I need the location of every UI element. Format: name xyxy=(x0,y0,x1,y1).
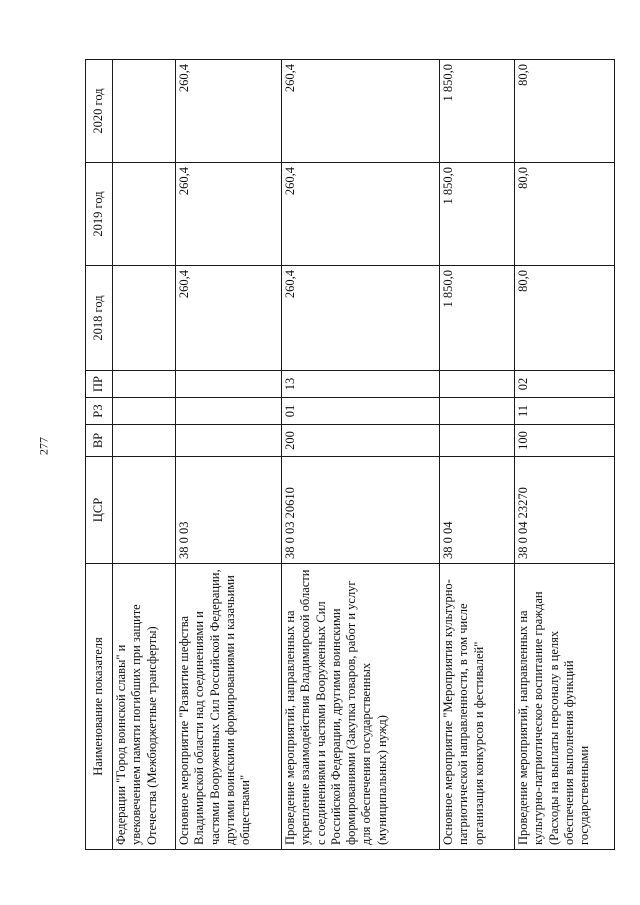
cell-csr: 38 0 04 23270 xyxy=(515,457,615,564)
cell-pr xyxy=(440,371,515,398)
cell-2018: 260,4 xyxy=(176,266,282,371)
cell-name: Проведение мероприятий, направленных на укрепление взаимодействия Владимирской области с соединениями и частями Вооруженных Сил Российской Федерации, другими воинскими формированиями (Закупка товаров, работ и услуг для обеспечения государственных (муниципальных) нужд) xyxy=(282,564,440,850)
header-2019: 2019 год xyxy=(86,163,113,266)
cell-2018: 80,0 xyxy=(515,266,615,371)
cell-name: Основное мероприятие "Мероприятия культурно-патриотической направленности, в том числе организация конкурсов и фестивалей" xyxy=(440,564,515,850)
cell-vr xyxy=(113,425,176,457)
cell-2019: 1 850,0 xyxy=(440,163,515,266)
header-2018: 2018 год xyxy=(86,266,113,371)
cell-name: Проведение мероприятий, направленных на культурно-патриотическое воспитание граждан (Расходы на выплаты персоналу в целях обеспечения выполнения функций государственными xyxy=(515,564,615,850)
cell-rz xyxy=(440,398,515,425)
cell-2020: 260,4 xyxy=(176,60,282,163)
header-vr: ВР xyxy=(86,425,113,457)
rotated-table-wrapper xyxy=(85,60,611,850)
cell-rz xyxy=(176,398,282,425)
header-csr: ЦСР xyxy=(86,457,113,564)
header-name: Наименование показателя xyxy=(86,564,113,850)
cell-pr xyxy=(113,371,176,398)
cell-name: Федерации "Город воинской славы" и увековечением памяти погибших при защите Отечества (Межбюджетные трансферты) xyxy=(113,564,176,850)
cell-2018: 1 850,0 xyxy=(440,266,515,371)
cell-csr: 38 0 03 20610 xyxy=(282,457,440,564)
header-2020: 2020 год xyxy=(86,60,113,163)
cell-2019: 80,0 xyxy=(515,163,615,266)
cell-2020: 80,0 xyxy=(515,60,615,163)
cell-csr: 38 0 04 xyxy=(440,457,515,564)
table-row xyxy=(282,60,440,850)
cell-2019: 260,4 xyxy=(282,163,440,266)
cell-2019 xyxy=(113,163,176,266)
table-header-row xyxy=(86,60,113,850)
cell-vr: 200 xyxy=(282,425,440,457)
page-number: 277 xyxy=(36,437,51,455)
cell-csr: 38 0 03 xyxy=(176,457,282,564)
table-row xyxy=(515,60,615,850)
table-row xyxy=(113,60,176,850)
header-pr: ПР xyxy=(86,371,113,398)
budget-table xyxy=(85,59,615,850)
cell-vr xyxy=(440,425,515,457)
cell-pr: 02 xyxy=(515,371,615,398)
cell-rz xyxy=(113,398,176,425)
cell-pr xyxy=(176,371,282,398)
table-row xyxy=(176,60,282,850)
cell-2020: 260,4 xyxy=(282,60,440,163)
cell-rz: 11 xyxy=(515,398,615,425)
cell-2020 xyxy=(113,60,176,163)
cell-rz: 01 xyxy=(282,398,440,425)
cell-2019: 260,4 xyxy=(176,163,282,266)
table-row xyxy=(440,60,515,850)
cell-vr xyxy=(176,425,282,457)
cell-vr: 100 xyxy=(515,425,615,457)
cell-csr xyxy=(113,457,176,564)
cell-name: Основное мероприятие "Развитие шефства Владимирской области над соединениями и частями Вооруженных Сил Российской Федерации, другими воинскими формированиями и казачьими обществами" xyxy=(176,564,282,850)
cell-pr: 13 xyxy=(282,371,440,398)
cell-2020: 1 850,0 xyxy=(440,60,515,163)
cell-2018: 260,4 xyxy=(282,266,440,371)
header-rz: РЗ xyxy=(86,398,113,425)
cell-2018 xyxy=(113,266,176,371)
